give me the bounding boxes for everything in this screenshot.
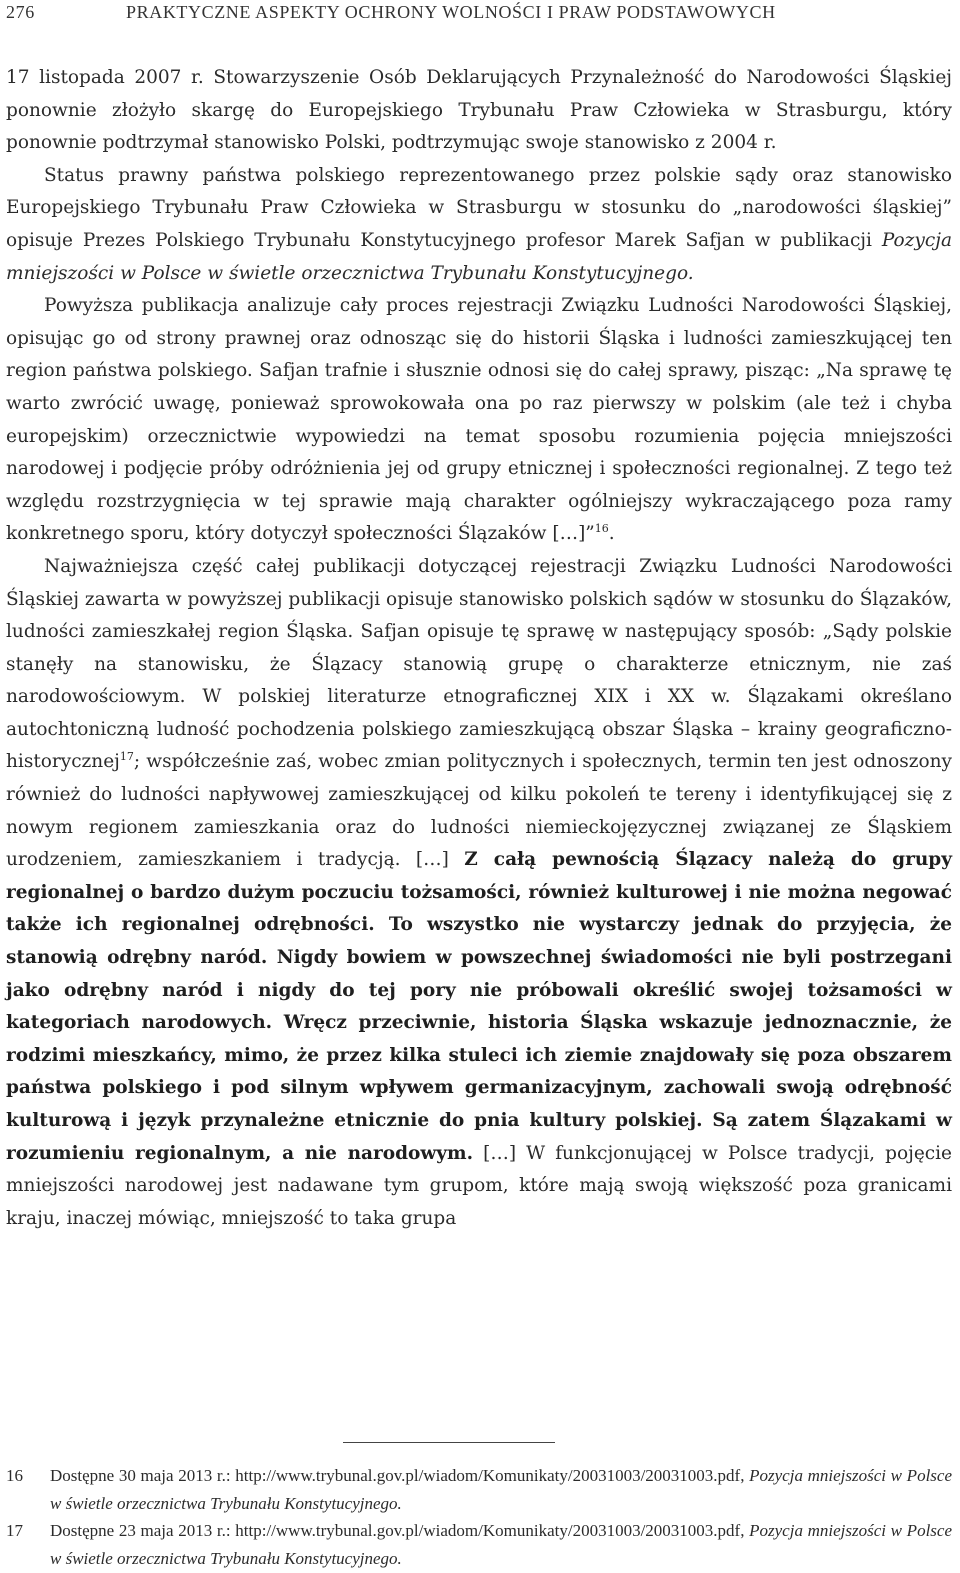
running-title: PRAKTYCZNE ASPEKTY OCHRONY WOLNOŚCI I PRAW PODSTAWOWYCH (126, 2, 776, 22)
paragraph-2 (6, 160, 952, 290)
running-header (6, 2, 946, 28)
bold-quotation: Z całą pewnością Ślązacy należą do grupy regionalnej o bardzo dużym poczuciu tożsamości, również kulturowej i nie można negować także ich regionalnej odrębności. To wszystko nie wystarczy jednak do przyjęcia, że stanowią odrębny naród. Nigdy bowiem w powszechnej świadomości nie byli postrzegani jako odrębny naród i nigdy do tej pory nie próbowali określić swojej tożsamości w kategoriach narodowych. Wręcz przeciwnie, historia Śląska wskazuje jednoznacznie, że rodzimi mieszkańcy, mimo, że przez kilka stuleci ich ziemie znajdowały się poza obszarem państwa polskiego i pod silnym wpływem germanizacyjnym, zachowali swoją odrębność kulturową i język przynależne etnicznie do pnia kultury polskiej. Są zatem Ślązakami w rozumieniu regionalnym, a nie narodowym. (6, 849, 952, 1164)
footnote-number: 16 (6, 1466, 23, 1485)
paragraph-1 (6, 62, 952, 160)
footnote-number: 17 (6, 1521, 23, 1540)
paragraph-4 (6, 551, 952, 1235)
main-text (6, 62, 952, 1235)
footnotes (6, 1462, 952, 1572)
paragraph-3-text: Powyższa publikacja analizuje cały proces rejestracji Związku Ludności Narodowości Śląskiej, opisując go od strony prawnej oraz odnosząc się do historii Śląska i ludności zamieszkującej ten region państwa polskiego. Safjan trafnie i słusznie odnosi się do całej sprawy, pisząc: „Na sprawę tę warto zwrócić uwagę, ponieważ sprowokowała ona po raz pierwszy w polskim (ale też i chyba europejskim) orzecznictwie wypowiedzi na temat sposobu rozumienia pojęcia mniejszości narodowej i podjęcie próby odróżnienia jej od grupy etnicznej i społeczności regionalnej. Z tego też względu rozstrzygnięcia w tej sprawie mają charakter ogólniejszy wykraczającego poza ramy konkretnego sporu, który dotyczył społeczności Ślązaków […]” (6, 295, 952, 545)
publication-title: Pozycja mniejszości w Polsce w świetle orzecznictwa Trybunału Konstytucyjnego. (6, 229, 952, 284)
footnote-text: Dostępne 30 maja 2013 r.: http://www.trybunal.gov.pl/wiadom/Komunikaty/20031003/20031003.pdf, (50, 1466, 750, 1485)
footnote-text: Dostępne 23 maja 2013 r.: http://www.trybunal.gov.pl/wiadom/Komunikaty/20031003/20031003.pdf, (50, 1521, 750, 1540)
footnote-separator (343, 1442, 555, 1443)
footnote-publication-title: Pozycja mniejszości w Polsce w świetle orzecznictwa Trybunału Konstytucyjnego. (50, 1521, 952, 1568)
paragraph-4-text-a: Najważniejsza część całej publikacji dotyczącej rejestracji Związku Ludności Narodowości Śląskiej zawarta w powyższej publikacji opisuje stanowisko polskich sądów w stosunku do Ślązaków, ludności zamieszkałej region Śląska. Safjan opisuje tę sprawę w następujący sposób: „Sądy polskie stanęły na stanowisku, że Ślązacy stanowią grupę o charakterze etnicznym, nie zaś narodowościowym. W polskiej literaturze etnograficznej XIX i XX w. Ślązakami określano autochtoniczną ludność pochodzenia polskiego zamieszkującą obszar Śląska – krainy geograficzno-historycznej (6, 555, 952, 773)
footnote-17 (6, 1517, 952, 1572)
footnote-publication-title: Pozycja mniejszości w Polsce w świetle orzecznictwa Trybunału Konstytucyjnego. (50, 1466, 952, 1513)
paragraph-4-text-b: ; współcześnie zaś, wobec zmian politycznych i społecznych, termin ten jest odnoszony również do ludności napływowej zamieszkującej od kilku pokoleń te tereny i identyfikującej się z nowym regionem zamieszkania oraz do ludności niemieckojęzycznej związanej ze Śląskiem urodzeniem, zamieszkaniem i tradycją. […] (6, 751, 952, 871)
footnote-ref-16[interactable]: 16 (594, 522, 609, 536)
paragraph-3-end: . (608, 523, 615, 545)
paragraph-1-text: 17 listopada 2007 r. Stowarzyszenie Osób Deklarujących Przynależność do Narodowości Śląskiej ponownie złożyło skargę do Europejskiego Trybunału Praw Człowieka w Strasburgu, który ponownie podtrzymał stanowisko Polski, podtrzymując swoje stanowisko z 2004 r. (6, 67, 952, 154)
paragraph-2-text: Status prawny państwa polskiego reprezentowanego przez polskie sądy oraz stanowisko Europejskiego Trybunału Praw Człowieka w Strasburgu w stosunku do „narodowości śląskiej” opisuje Prezes Polskiego Trybunału Konstytucyjnego profesor Marek Safjan w publikacji (6, 164, 952, 251)
footnote-ref-17[interactable]: 17 (119, 750, 134, 764)
footnote-16 (6, 1462, 952, 1517)
page-number: 276 (6, 2, 35, 22)
paragraph-3 (6, 290, 952, 551)
paragraph-4-text-c: […] W funkcjonującej w Polsce tradycji, pojęcie mniejszości narodowej jest nadawane tym grupom, które mają swoją większość poza granicami kraju, inaczej mówiąc, mniejszość to taka grupa (6, 1142, 952, 1229)
